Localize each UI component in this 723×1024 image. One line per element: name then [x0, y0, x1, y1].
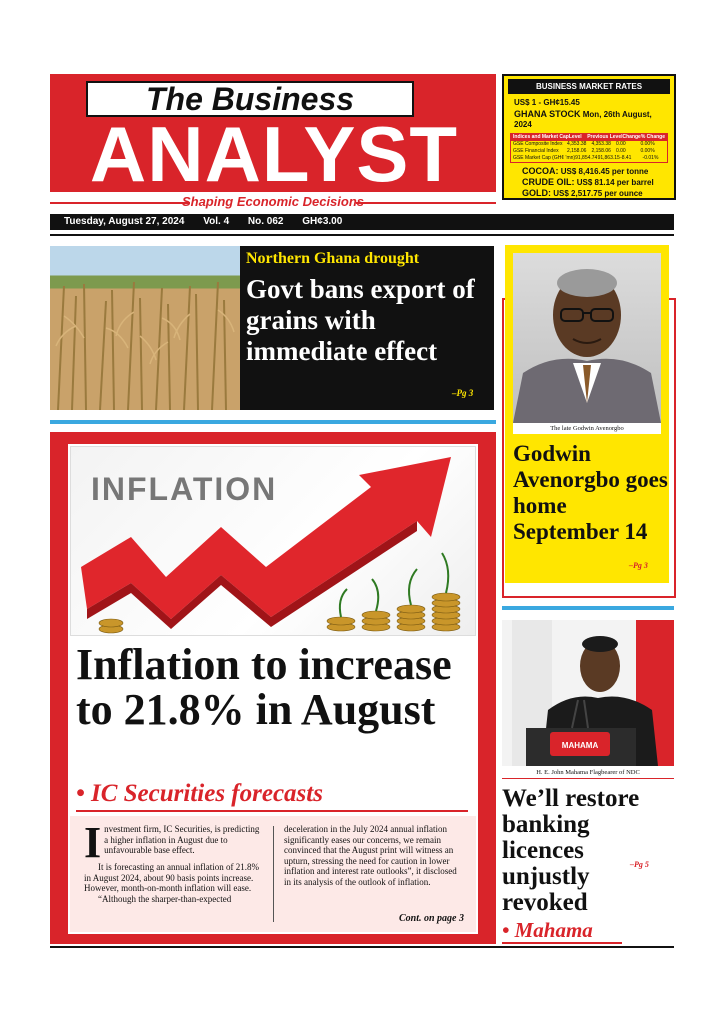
inflation-para-1: nvestment firm, IC Securities, is predicting a higher inflation in August due to unfavourable base effect.	[104, 824, 260, 855]
page-bottom-rule	[50, 946, 674, 948]
inflation-body-col2: deceleration in the July 2024 annual inflation significantly eases our concerns, we remain convinced that the August print will witness an upturn, stressing the need for caution in lower inflation and interest rate outlooks”, it disclosed in its analysis of the outlook of inflation.	[284, 824, 457, 887]
inflation-para-3: “Although the sharper-than-expected	[98, 893, 232, 904]
table-row	[511, 148, 667, 155]
inflation-body-col1	[84, 818, 264, 904]
inflation-subhead: • IC Securities forecasts	[76, 780, 323, 807]
stock-cell: 2,158.06	[591, 148, 611, 154]
fx-rate: US$ 1 - GH¢15.45	[514, 98, 580, 107]
stock-cell: 4,353.38	[566, 141, 587, 147]
stock-cell: 4,353.38	[591, 141, 611, 147]
drought-kicker: Northern Ghana drought	[246, 250, 420, 267]
stock-cell: -8.41	[620, 155, 632, 161]
stock-cell: 91,863.15	[597, 155, 620, 161]
masthead-title-top: The Business	[86, 81, 414, 117]
inflation-body	[70, 816, 476, 932]
cocoa-rate	[504, 166, 674, 177]
issue-price: GH¢3.00	[302, 216, 343, 227]
issue-number: No. 062	[247, 216, 284, 227]
inflation-art-word: INFLATION	[91, 471, 278, 507]
gold-rate	[504, 188, 674, 199]
mahama-caption: H. E. John Mahama Flagbearer of NDC	[536, 769, 640, 776]
stock-header-cell: Level	[568, 134, 582, 140]
stock-line	[504, 108, 674, 130]
mahama-caption-rule	[502, 778, 674, 779]
inflation-para-2: It is forecasting an annual inflation of 21.8% in August 2024, about 90 basis points increase. However, month-on-month inflation will ease.	[84, 862, 259, 893]
stock-header-cell: Change	[622, 134, 641, 140]
cocoa-value: US$ 8,416.45 per tonne	[560, 167, 649, 176]
stock-header-cell: Indices and Market Cap	[513, 134, 569, 140]
inflation-feature	[50, 432, 496, 944]
section-rule-blue	[50, 420, 496, 424]
drop-cap: I	[84, 818, 102, 867]
market-rates-box	[502, 74, 676, 200]
stock-cell: -0.01%	[642, 155, 659, 161]
issue-info-bar	[50, 214, 674, 230]
inflation-headline: Inflation to increase to 21.8% in August	[76, 640, 452, 734]
inflation-art	[70, 446, 476, 636]
column-divider	[273, 826, 274, 922]
stock-cell: 0.00%	[640, 148, 655, 154]
stock-header-cell: % Change	[640, 134, 666, 140]
avenorgbo-headline: Godwin Avenorgbo goes home September 14	[513, 441, 668, 544]
mahama-portrait-graphic	[502, 620, 674, 766]
header-rule	[50, 234, 674, 236]
gold-label: GOLD:	[522, 188, 551, 198]
drought-photo	[50, 246, 240, 410]
masthead-tagline: Shaping Economic Decisions	[181, 194, 365, 209]
stock-cell: 0.00%	[640, 141, 655, 147]
continued-link[interactable]: Cont. on page 3	[398, 913, 464, 924]
crude-rate	[504, 177, 674, 188]
rising-arrow-graphic	[71, 447, 477, 637]
avenorgbo-photo	[513, 253, 661, 423]
crude-value: US$ 81.14 per barrel	[576, 178, 654, 187]
masthead	[50, 74, 496, 198]
maize-field-graphic	[50, 246, 240, 410]
right-rule-blue	[502, 606, 674, 610]
stock-header-cell: Previous Level	[587, 134, 623, 140]
market-rates-title: BUSINESS MARKET RATES	[508, 79, 670, 94]
drought-page-ref: –Pg 3	[452, 388, 474, 398]
stock-table	[510, 133, 668, 163]
drought-headline: Govt bans export of grains with immediate effect	[246, 274, 475, 366]
gold-value: US$ 2,517.75 per ounce	[553, 189, 643, 198]
crude-label: CRUDE OIL:	[522, 177, 575, 187]
avenorgbo-caption: The late Godwin Avenorgbo	[513, 423, 661, 434]
mahama-subhead: • Mahama	[502, 918, 593, 942]
inflation-subhead-rule	[76, 810, 468, 812]
stock-date: Mon, 26th August, 2024	[514, 110, 652, 129]
mahama-page-ref: –Pg 5	[630, 860, 649, 869]
stock-cell: GSE Market Cap (GH¢ 'mn)	[513, 155, 576, 161]
stock-cell: GSE Composite Index	[513, 141, 563, 147]
stock-cell: 2,158.06	[566, 148, 587, 154]
stock-cell: 0.00	[615, 141, 626, 147]
inflation-inner	[68, 444, 478, 934]
table-row	[511, 155, 667, 162]
table-row	[511, 141, 667, 148]
drought-headline-box	[240, 246, 494, 410]
masthead-title-main: ANALYST	[89, 110, 459, 198]
cocoa-label: COCOA:	[522, 166, 559, 176]
stock-cell: 0.00	[615, 148, 626, 154]
mahama-subhead-rule	[502, 942, 622, 944]
stock-table-header	[511, 134, 667, 141]
portrait-graphic	[513, 253, 661, 423]
stock-cell: GSE Financial Index	[513, 148, 559, 154]
avenorgbo-page-ref: –Pg 3	[629, 561, 648, 570]
mahama-photo	[502, 620, 674, 766]
stock-label: GHANA STOCK	[514, 109, 581, 119]
stock-cell: 91,854.74	[575, 155, 598, 161]
issue-volume: Vol. 4	[203, 216, 230, 227]
issue-date: Tuesday, August 27, 2024	[64, 216, 185, 227]
avenorgbo-story	[505, 245, 669, 583]
mahama-headline: We’ll restore banking licences unjustly revoked	[502, 785, 640, 916]
podium-text: MAHAMA	[561, 741, 599, 750]
